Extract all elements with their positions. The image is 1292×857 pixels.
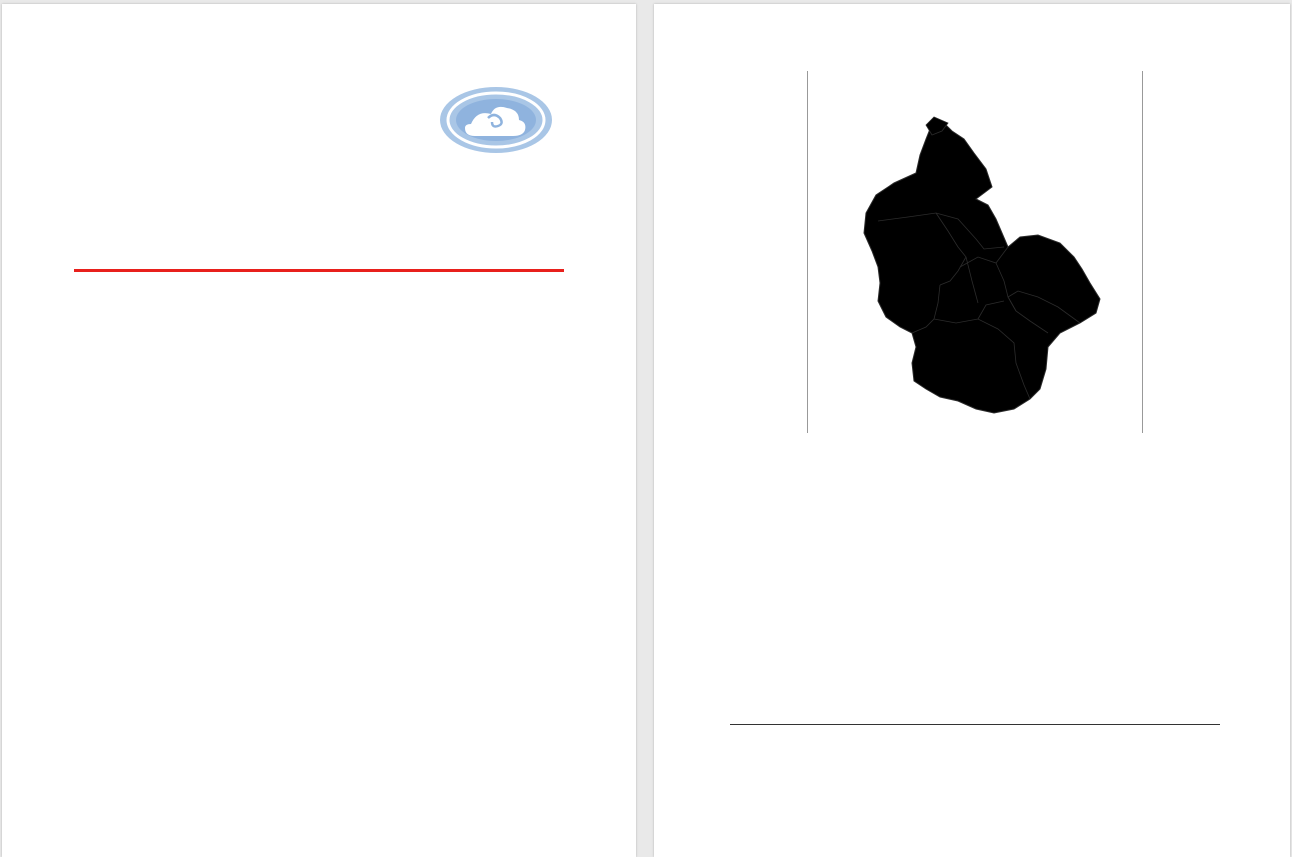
- document-page-1: [2, 4, 636, 857]
- red-divider: [74, 269, 564, 272]
- document-page-2: [654, 4, 1290, 857]
- rainfall-map: [807, 71, 1143, 433]
- county-map: [808, 71, 1142, 433]
- cloud-logo-icon: [436, 84, 560, 174]
- footer-divider: [730, 724, 1220, 725]
- county-shape: [864, 119, 1100, 413]
